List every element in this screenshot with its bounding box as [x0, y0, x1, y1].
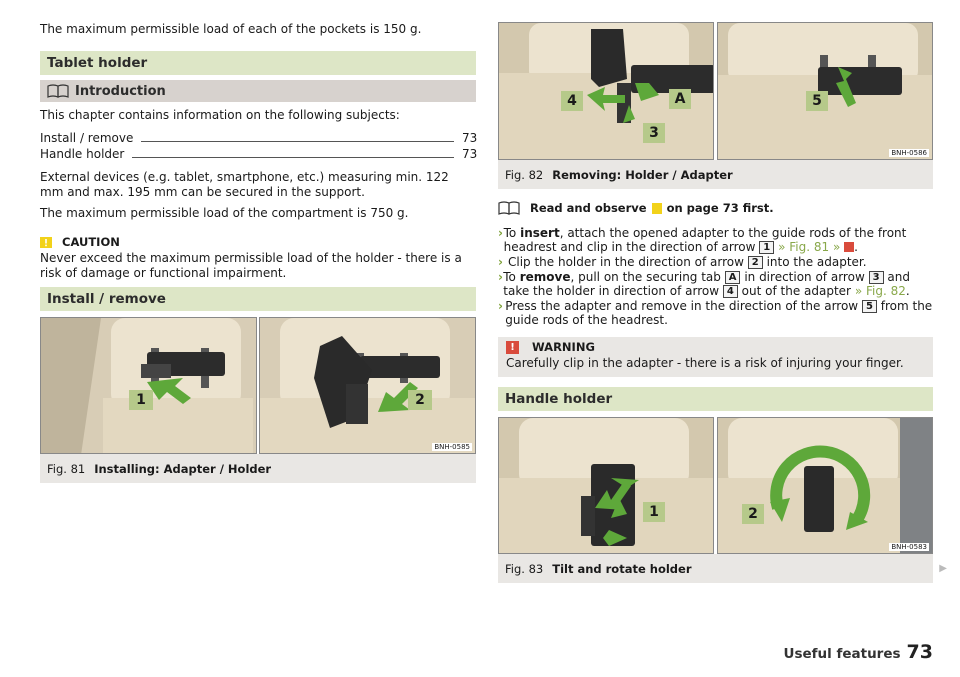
footer-section-name: Useful features — [783, 646, 901, 662]
fig82-marker-4: 4 — [561, 91, 583, 111]
fig82-marker-5: 5 — [806, 91, 828, 111]
fig83-marker-1: 1 — [643, 502, 665, 522]
fig83-marker-2: 2 — [742, 504, 764, 524]
caution-heading: CAUTION — [40, 235, 476, 249]
fig83-photo-right — [717, 417, 933, 554]
step-clip-holder: › Clip the holder in the direction of arrow 2 into the adapter. — [498, 255, 867, 269]
section-handle-holder: Handle holder — [498, 387, 933, 411]
arrow-ref-1: 1 — [759, 241, 774, 254]
warning-ref-icon[interactable] — [844, 242, 854, 252]
book-icon — [47, 84, 69, 98]
compartment-load-text: The maximum permissible load of the compartment is 750 g. — [40, 206, 409, 220]
chapter-intro-text: This chapter contains information on the following subjects: — [40, 108, 400, 122]
caution-icon — [40, 237, 52, 248]
arrow-ref-4: 4 — [723, 285, 738, 298]
devices-text: External devices (e.g. tablet, smartphone, etc.) measuring min. 122 mm and max. 195 mm can be secured in the support. — [40, 170, 449, 199]
pocket-load-text: The maximum permissible load of each of the pockets is 150 g. — [40, 22, 422, 36]
continue-arrow-icon: ▶ — [939, 563, 947, 574]
fig82-code: BNH-0586 — [891, 149, 927, 157]
page-number: 73 — [906, 641, 933, 663]
fig82-link[interactable]: » Fig. 82 — [854, 284, 906, 298]
toc-item-handle[interactable]: Handle holder 73 — [40, 147, 478, 161]
introduction-heading: Introduction — [40, 80, 476, 102]
book-icon — [498, 201, 520, 215]
read-observe-line: Read and observe on page 73 first. — [498, 201, 933, 215]
toc-item-install[interactable]: Install / remove 73 — [40, 131, 478, 145]
fig83-code: BNH-0583 — [891, 543, 927, 551]
fig81-caption: Fig. 81 Installing: Adapter / Holder — [40, 454, 476, 483]
fig81-marker-1: 1 — [129, 390, 153, 410]
fig83-photo-left — [498, 417, 714, 554]
fig82-marker-A: A — [669, 89, 691, 109]
fig81-photo-left — [40, 317, 257, 454]
warning-box — [498, 337, 933, 377]
tab-ref-A: A — [725, 271, 741, 284]
caution-ref-icon — [652, 203, 662, 214]
fig82-marker-3: 3 — [643, 123, 665, 143]
fig81-photo-right — [259, 317, 476, 454]
fig81-link[interactable]: » Fig. 81 » — [778, 240, 841, 254]
fig81-marker-2: 2 — [408, 390, 432, 410]
warning-icon: ! — [506, 341, 519, 354]
arrow-ref-3: 3 — [869, 271, 884, 284]
fig81-code: BNH-0585 — [434, 443, 470, 451]
figure-83 — [498, 417, 947, 583]
warning-heading: ! WARNING — [506, 340, 925, 354]
fig82-caption: Fig. 82 Removing: Holder / Adapter — [498, 160, 933, 189]
arrow-ref-5: 5 — [862, 300, 877, 313]
caution-text: Never exceed the maximum permissible load of the holder - there is a risk of damage or functional impairment. — [40, 251, 462, 280]
fig83-caption: Fig. 83 Tilt and rotate holder ▶ — [498, 554, 933, 583]
step-remove: › To remove, pull on the securing tab A in direction of arrow 3 and take the holder in direction of arrow 4 out of the adapter » Fig. 82. — [498, 270, 910, 298]
warning-text: Carefully clip in the adapter - there is a risk of injuring your finger. — [506, 356, 904, 370]
section-tablet-holder: Tablet holder — [40, 51, 476, 75]
step-press-adapter: › Press the adapter and remove in the direction of the arrow 5 from the guide rods of the headrest. — [498, 299, 933, 327]
fig82-photo-left — [498, 22, 714, 160]
arrow-ref-2: 2 — [748, 256, 763, 269]
figure-81 — [40, 317, 476, 483]
section-install-remove: Install / remove — [40, 287, 476, 311]
step-insert: › To insert, attach the opened adapter to the guide rods of the front headrest and clip in the direction of arrow 1 » Fig. 81 » . — [498, 226, 907, 254]
instruction-steps — [498, 226, 933, 328]
fig82-photo-right — [717, 22, 933, 160]
page-footer — [784, 641, 933, 663]
figure-82 — [498, 22, 933, 189]
